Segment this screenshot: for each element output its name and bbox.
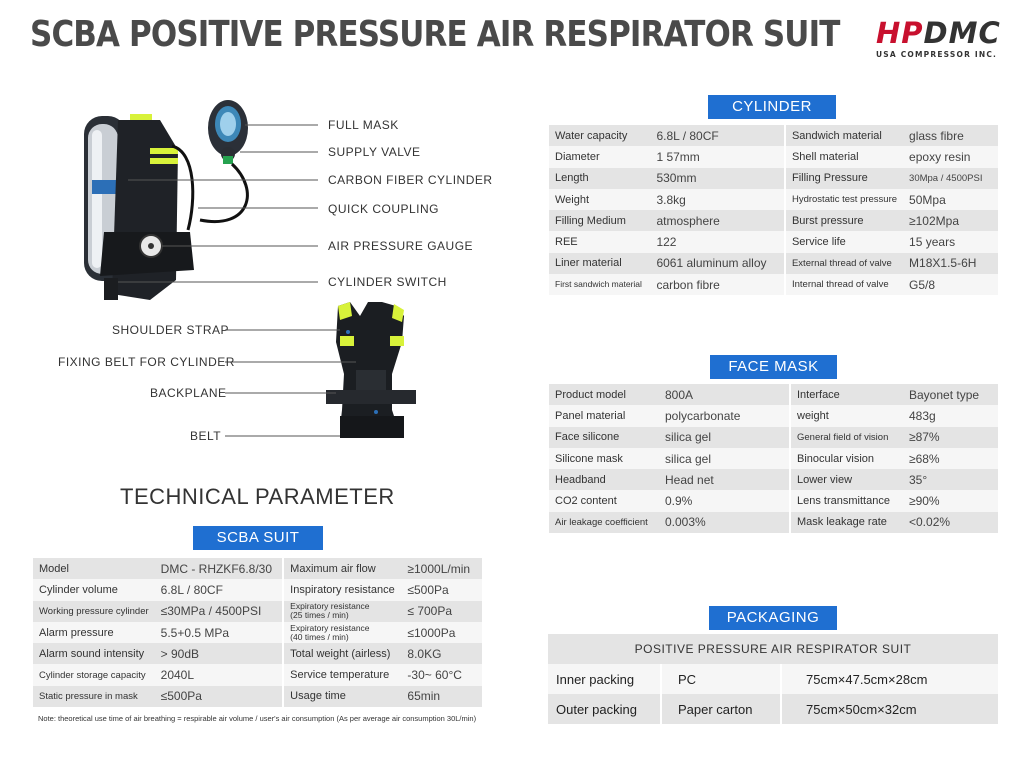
spec-value: 50Mpa (903, 189, 998, 210)
spec-value: ≥102Mpa (903, 210, 998, 231)
spec-label: Hydrostatic test pressure (786, 189, 903, 210)
spec-label: Shell material (786, 146, 903, 167)
face-mask-heading: FACE MASK (710, 355, 837, 379)
spec-value: 5.5+0.5 MPa (155, 622, 285, 643)
spec-label: Burst pressure (786, 210, 903, 231)
spec-label: Inner packing (548, 664, 662, 694)
spec-label: Internal thread of valve (786, 274, 903, 295)
spec-value: ≥90% (903, 490, 998, 511)
spec-label: General field of vision (791, 427, 903, 448)
spec-value: epoxy resin (903, 146, 998, 167)
spec-label: External thread of valve (786, 253, 903, 274)
table-row (549, 384, 998, 405)
spec-label: REE (549, 231, 650, 252)
spec-label: Expiratory resistance (25 times / min) (284, 601, 401, 622)
spec-value: Head net (659, 469, 791, 490)
callout-supply-valve: SUPPLY VALVE (328, 145, 421, 159)
spec-value: 0.003% (659, 512, 791, 533)
spec-label: Working pressure cylinder (33, 601, 155, 622)
spec-label: Model (33, 558, 155, 579)
spec-label: Static pressure in mask (33, 686, 155, 707)
back-harness-illustration (326, 302, 416, 438)
face-mask-table (549, 384, 998, 533)
spec-value: DMC - RHZKF6.8/30 (155, 558, 285, 579)
spec-label: Interface (791, 384, 903, 405)
spec-value: > 90dB (155, 643, 285, 664)
spec-value: ≤ 700Pa (401, 601, 482, 622)
spec-value: 530mm (650, 168, 786, 189)
spec-value: <0.02% (903, 512, 998, 533)
spec-value: Bayonet type (903, 384, 998, 405)
spec-value: 122 (650, 231, 786, 252)
callout-carbon-fiber-cylinder: CARBON FIBER CYLINDER (328, 173, 493, 187)
table-row (549, 512, 998, 533)
spec-label: Service life (786, 231, 903, 252)
spec-label: Usage time (284, 686, 401, 707)
spec-value: PC (662, 664, 782, 694)
spec-label: Liner material (549, 253, 650, 274)
spec-label: Alarm sound intensity (33, 643, 155, 664)
spec-value: 35° (903, 469, 998, 490)
spec-label: Lens transmittance (791, 490, 903, 511)
table-row (549, 448, 998, 469)
table-row (549, 210, 998, 231)
spec-value: 0.9% (659, 490, 791, 511)
spec-value: G5/8 (903, 274, 998, 295)
spec-label: Mask leakage rate (791, 512, 903, 533)
usage-note: Note: theoretical use time of air breathing = respirable air volume / user's air consumption (As per average air consumption 30L/min) (38, 714, 477, 723)
packaging-table (548, 634, 998, 724)
spec-value: 6.8L / 80CF (650, 125, 786, 146)
spec-label: Binocular vision (791, 448, 903, 469)
spec-value: 1 57mm (650, 146, 786, 167)
spec-label: Total weight (airless) (284, 643, 401, 664)
table-row (549, 405, 998, 426)
callout-backplane: BACKPLANE (150, 386, 227, 400)
spec-label: Panel material (549, 405, 659, 426)
spec-label: Length (549, 168, 650, 189)
spec-value: glass fibre (903, 125, 998, 146)
spec-value: Paper carton (662, 694, 782, 724)
spec-value: 75cm×47.5cm×28cm (782, 664, 998, 694)
spec-label: Filling Pressure (786, 168, 903, 189)
spec-label: Air leakage coefficient (549, 512, 659, 533)
table-row (548, 664, 998, 694)
callout-shoulder-strap: SHOULDER STRAP (112, 323, 230, 337)
spec-value: 2040L (155, 664, 285, 685)
spec-label: Alarm pressure (33, 622, 155, 643)
spec-label: Outer packing (548, 694, 662, 724)
callout-air-pressure-gauge: AIR PRESSURE GAUGE (328, 239, 474, 253)
spec-value: ≤500Pa (155, 686, 285, 707)
table-row (33, 579, 482, 600)
cylinder-heading: CYLINDER (708, 95, 836, 119)
spec-value: ≤500Pa (401, 579, 482, 600)
spec-value: ≤1000Pa (401, 622, 482, 643)
spec-label: Silicone mask (549, 448, 659, 469)
technical-parameter-title: TECHNICAL PARAMETER (120, 484, 395, 509)
packaging-heading: PACKAGING (709, 606, 837, 630)
spec-value: 30Mpa / 4500PSI (903, 168, 998, 189)
table-row (549, 146, 998, 167)
spec-label: First sandwich material (549, 274, 650, 295)
spec-value: 3.8kg (650, 189, 786, 210)
spec-value: ≥87% (903, 427, 998, 448)
packaging-header: POSITIVE PRESSURE AIR RESPIRATOR SUIT (548, 634, 998, 664)
page-title: SCBA POSITIVE PRESSURE AIR RESPIRATOR SUIT (30, 14, 840, 55)
spec-label: Face silicone (549, 427, 659, 448)
spec-label: Headband (549, 469, 659, 490)
full-mask-illustration (200, 100, 248, 222)
table-row (549, 469, 998, 490)
table-row (548, 694, 998, 724)
table-row (33, 664, 482, 685)
spec-value: ≥68% (903, 448, 998, 469)
spec-value: 800A (659, 384, 791, 405)
logo-mark: HPDMC (876, 16, 1001, 50)
spec-label: Lower view (791, 469, 903, 490)
table-row (548, 634, 998, 664)
spec-label: Service temperature (284, 664, 401, 685)
scba-suit-heading: SCBA SUIT (193, 526, 323, 550)
spec-value: ≤30MPa / 4500PSI (155, 601, 285, 622)
table-row (33, 686, 482, 707)
callout-belt: BELT (190, 429, 222, 443)
table-row (549, 427, 998, 448)
spec-label: Product model (549, 384, 659, 405)
callout-quick-coupling: QUICK COUPLING (328, 202, 440, 216)
spec-value: 15 years (903, 231, 998, 252)
callout-fixing-belt: FIXING BELT FOR CYLINDER (58, 355, 235, 369)
table-row (549, 168, 998, 189)
table-row (549, 231, 998, 252)
spec-value: 6.8L / 80CF (155, 579, 285, 600)
logo-subtitle: USA COMPRESSOR INC. (876, 50, 998, 59)
spec-label: Cylinder volume (33, 579, 155, 600)
callout-cylinder-switch: CYLINDER SWITCH (328, 275, 447, 289)
spec-value: silica gel (659, 448, 791, 469)
spec-value: -30~ 60°C (401, 664, 482, 685)
spec-label: Diameter (549, 146, 650, 167)
spec-value: ≥1000L/min (401, 558, 482, 579)
spec-label: Inspiratory resistance (284, 579, 401, 600)
callout-full-mask: FULL MASK (328, 118, 399, 132)
spec-value: atmosphere (650, 210, 786, 231)
table-row (549, 490, 998, 511)
spec-value: 8.0KG (401, 643, 482, 664)
spec-label: weight (791, 405, 903, 426)
spec-label: Cylinder storage capacity (33, 664, 155, 685)
scba-suit-table (33, 558, 482, 707)
spec-value: silica gel (659, 427, 791, 448)
spec-label: CO2 content (549, 490, 659, 511)
table-row (549, 274, 998, 295)
table-row (33, 558, 482, 579)
spec-label: Weight (549, 189, 650, 210)
spec-value: carbon fibre (650, 274, 786, 295)
scba-illustration (0, 80, 520, 460)
table-row (549, 125, 998, 146)
spec-label: Expiratory resistance (40 times / min) (284, 622, 401, 643)
cylinder-table (549, 125, 998, 295)
spec-label: Maximum air flow (284, 558, 401, 579)
spec-value: 75cm×50cm×32cm (782, 694, 998, 724)
table-row (549, 189, 998, 210)
spec-value: polycarbonate (659, 405, 791, 426)
table-row (33, 643, 482, 664)
spec-value: M18X1.5-6H (903, 253, 998, 274)
spec-label: Filling Medium (549, 210, 650, 231)
table-row (549, 253, 998, 274)
table-row (33, 622, 482, 643)
spec-label: Water capacity (549, 125, 650, 146)
spec-value: 6061 aluminum alloy (650, 253, 786, 274)
table-row (33, 601, 482, 622)
spec-label: Sandwich material (786, 125, 903, 146)
product-illustration (0, 80, 520, 460)
spec-value: 65min (401, 686, 482, 707)
brand-logo (876, 18, 1004, 62)
spec-value: 483g (903, 405, 998, 426)
scba-front-unit (84, 114, 194, 300)
